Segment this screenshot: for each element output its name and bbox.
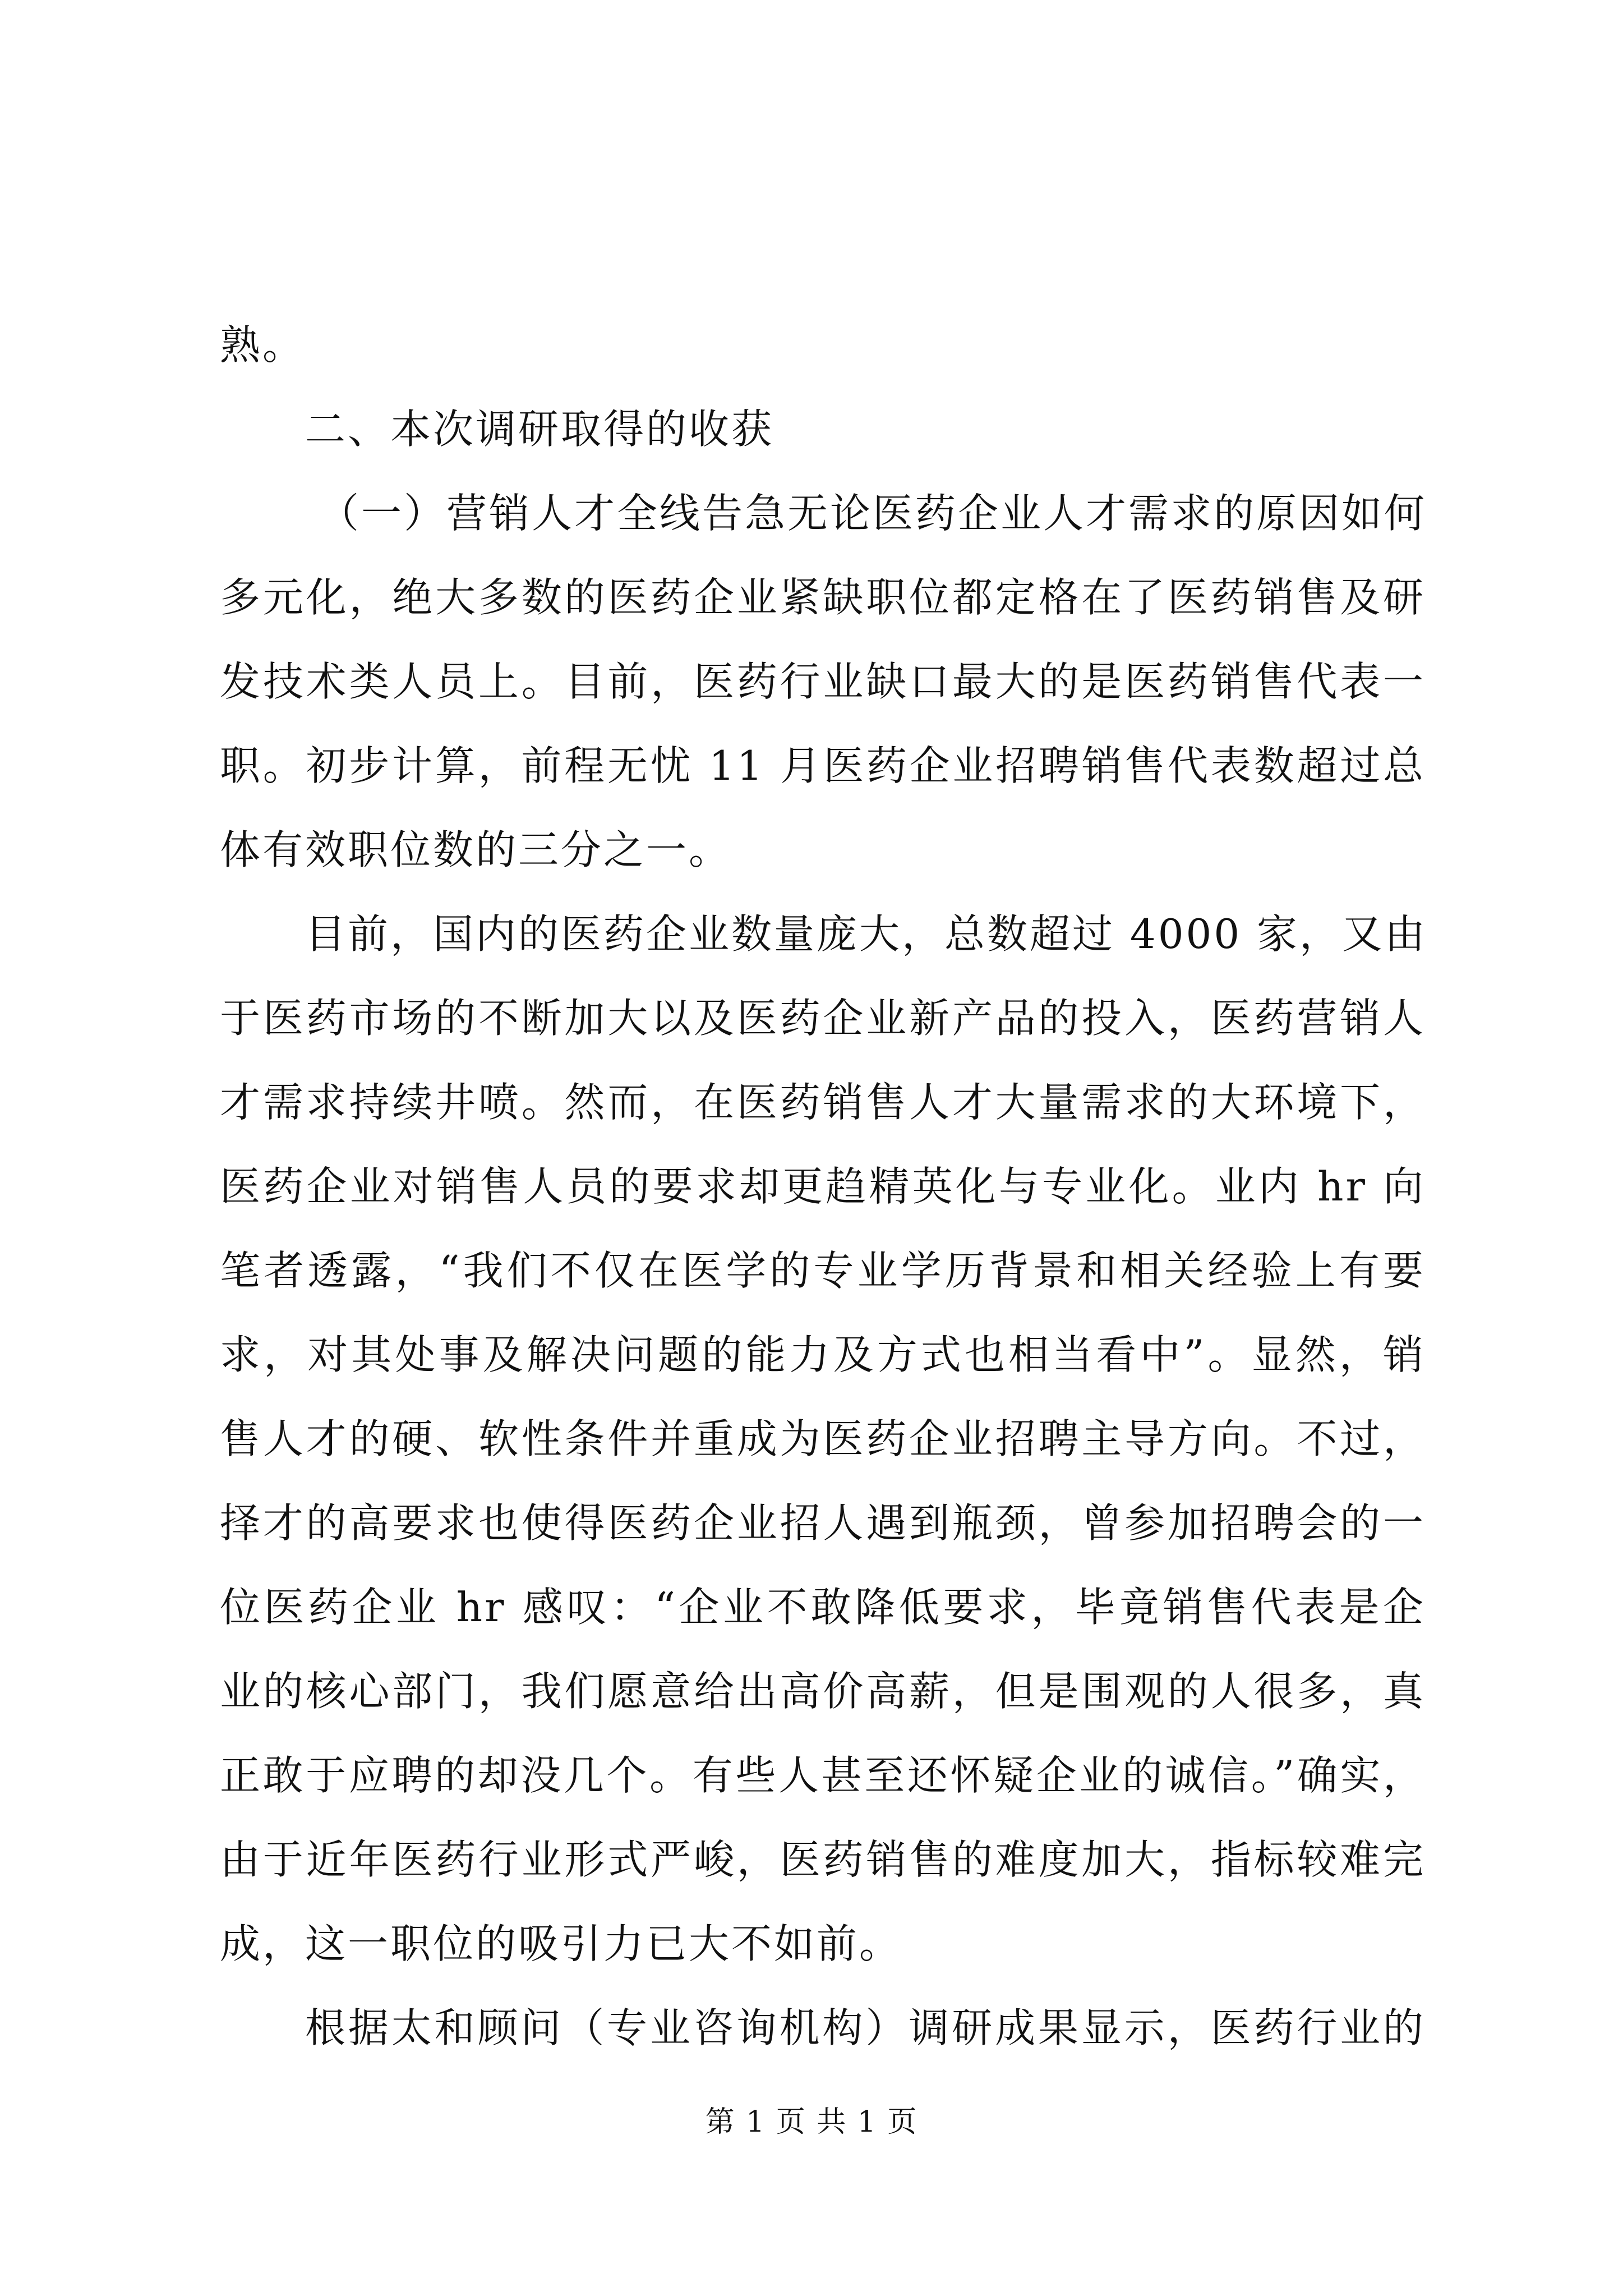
text-line: 医药企业对销售人员的要求却更趋精英化与专业化。业内 hr 向	[220, 1163, 1426, 1210]
text-line: 由于近年医药行业形式严峻，医药销售的难度加大，指标较难完	[220, 1836, 1426, 1883]
text-line: 笔者透露，“我们不仅在医学的专业学历背景和相关经验上有要	[220, 1247, 1426, 1294]
text-line: 成，这一职位的吸引力已大不如前。	[220, 1920, 902, 1967]
text-line: 多元化，绝大多数的医药企业紧缺职位都定格在了医药销售及研	[220, 574, 1426, 621]
text-line: 求，对其处事及解决问题的能力及方式也相当看中”。显然，销	[220, 1331, 1426, 1378]
text-line: 体有效职位数的三分之一。	[220, 826, 732, 873]
text-line: 正敢于应聘的却没几个。有些人甚至还怀疑企业的诚信。”确实，	[220, 1752, 1426, 1799]
text-line: 目前，国内的医药企业数量庞大，总数超过 4000 家，又由	[305, 910, 1428, 958]
text-line: 根据太和顾问（专业咨询机构）调研成果显示，医药行业的	[305, 2004, 1426, 2051]
text-line: 才需求持续井喷。然而，在医药销售人才大量需求的大环境下，	[220, 1079, 1426, 1126]
text-line: 择才的高要求也使得医药企业招人遇到瓶颈，曾参加招聘会的一	[220, 1499, 1426, 1547]
text-line: 位医药企业 hr 感叹：“企业不敢降低要求，毕竟销售代表是企	[220, 1584, 1426, 1631]
text-line: 于医药市场的不断加大以及医药企业新产品的投入，医药营销人	[220, 995, 1426, 1042]
document-body	[220, 303, 1426, 2070]
text-line: 发技术类人员上。目前，医药行业缺口最大的是医药销售代表一	[220, 658, 1426, 705]
text-line: 售人才的硬、软性条件并重成为医药企业招聘主导方向。不过，	[220, 1415, 1426, 1462]
section-heading: 二、本次调研取得的收获	[305, 406, 774, 453]
page-footer: 第 1 页 共 1 页	[705, 2105, 918, 2139]
text-line: 熟。	[220, 321, 306, 369]
text-line: （一）营销人才全线告急无论医药企业人才需求的原因如何	[319, 490, 1427, 537]
text-line: 职。初步计算，前程无忧 11 月医药企业招聘销售代表数超过总	[220, 742, 1426, 789]
text-line: 业的核心部门，我们愿意给出高价高薪，但是围观的人很多，真	[220, 1668, 1426, 1715]
